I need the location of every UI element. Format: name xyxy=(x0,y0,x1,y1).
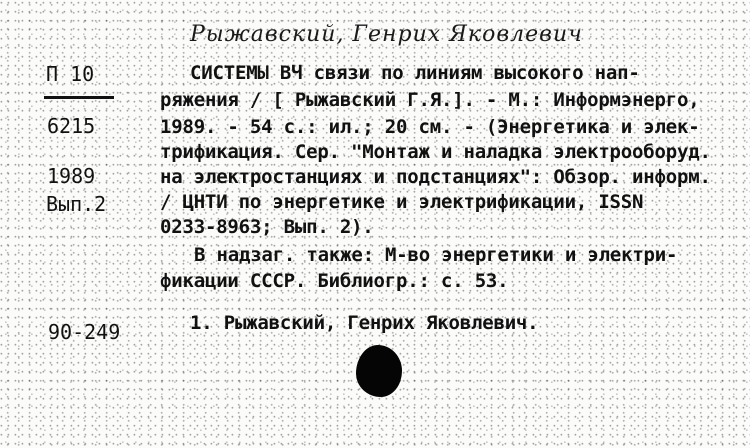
description-line: трификация. Сер. "Монтаж и наладка электрооборуд. xyxy=(160,141,711,163)
description-line: 0233-8963; Вып. 2). xyxy=(160,216,374,238)
subject-entry: 1. Рыжавский, Генрих Яковлевич. xyxy=(190,312,539,334)
description-line: / ЦНТИ по энергетике и электрификации, ISSN xyxy=(160,191,644,213)
description-line: 1989. - 54 с.: ил.; 20 см. - (Энергетика и элек- xyxy=(160,116,700,138)
handwritten-author: Рыжавский, Генрих Яковлевич xyxy=(190,22,583,47)
shelf-year: 1989 xyxy=(47,164,96,188)
shelf-number: 6215 xyxy=(47,114,96,138)
shelf-issue: Вып.2 xyxy=(46,192,107,216)
accession-number: 90-249 xyxy=(48,320,121,344)
description-line: СИСТЕМЫ ВЧ связи по линиям высокого нап- xyxy=(190,62,640,84)
punch-hole xyxy=(356,345,402,397)
description-line: ряжения / [ Рыжавский Г.Я.]. - М.: Информэнерго, xyxy=(160,89,700,111)
note-line: фикации СССР. Библиогр.: с. 53. xyxy=(160,270,509,292)
note-line: В надзаг. также: М-во энергетики и электри- xyxy=(194,244,678,266)
shelf-code: П 10 xyxy=(46,62,95,86)
shelf-divider xyxy=(44,96,114,99)
description-line: на электростанциях и подстанциях": Обзор. информ. xyxy=(160,166,711,188)
